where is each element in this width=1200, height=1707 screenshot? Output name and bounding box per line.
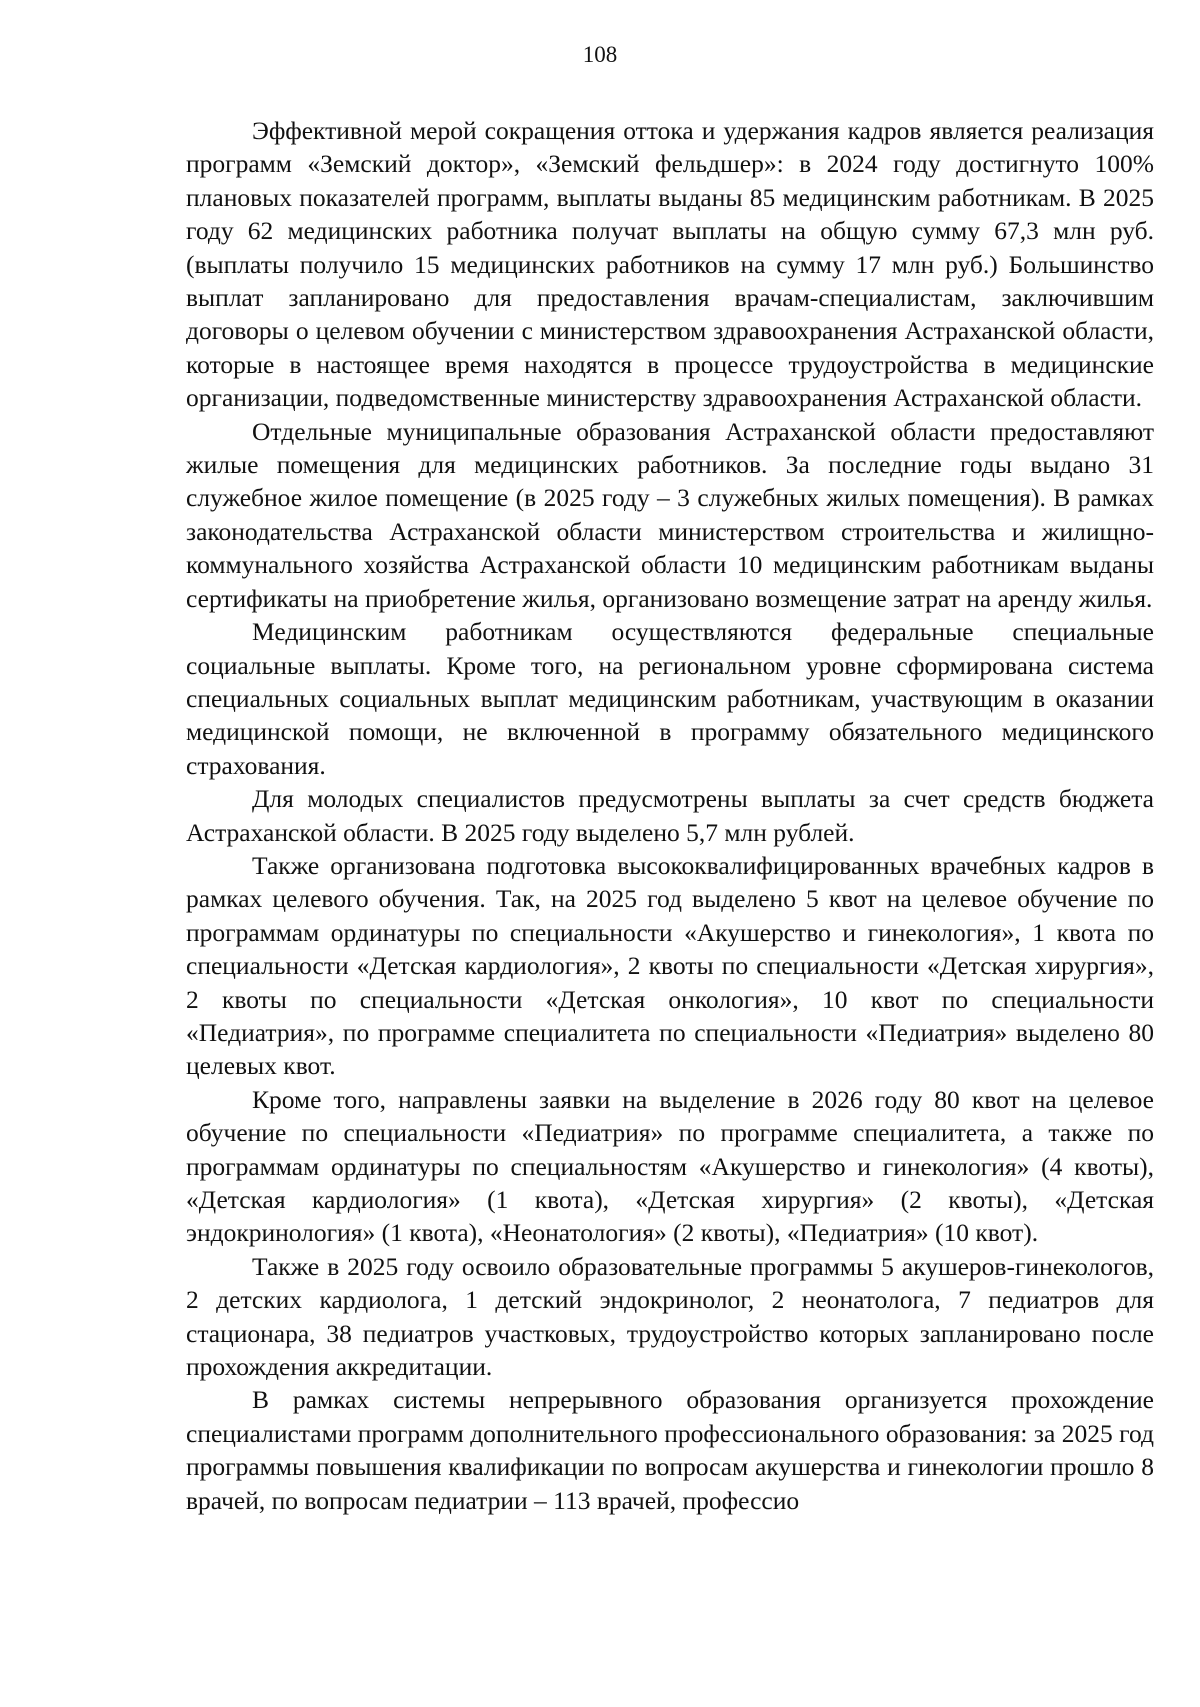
paragraph-quota-requests-2026: Кроме того, направлены заявки на выделение в 2026 году 80 квот на целевое обучение по специальности «Педиатрия» по программе специалитета, а также по программам ординатуры по специальностям «Акушерство и гинекология» (4 квоты), «Детская кардиология» (1 квота), «Детская хирургия» (2 квоты), «Детская эндокринология» (1 квота), «Неонатология» (2 квоты), «Педиатрия» (10 квот).	[186, 1084, 1154, 1248]
paragraph-completed-programs: Также в 2025 году освоило образовательные программы 5 акушеров-гинекологов, 2 детских кардиолога, 1 детский эндокринолог, 2 неонатолога, 7 педиатров для стационара, 38 педиатров участковых, трудоустройство которых запланировано после прохождения аккредитации.	[186, 1251, 1154, 1382]
page-number: 108	[582, 42, 618, 67]
paragraph-social-payments: Медицинским работникам осуществляются федеральные специальные социальные выплаты. Кроме того, на региональном уровне сформирована система специальных социальных выплат медицинским работникам, участвующим в оказании медицинской помощи, не включенной в программу обязательного медицинского страхования.	[186, 617, 1154, 780]
paragraph-young-specialists: Для молодых специалистов предусмотрены выплаты за счет средств бюджета Астраханской области. В 2025 году выделено 5,7 млн рублей.	[186, 784, 1154, 847]
document-body	[186, 114, 1154, 1517]
paragraph-continuing-education: В рамках системы непрерывного образования организуется прохождение специалистами программ дополнительного профессионального образования: за 2025 год программы повышения квалификации по вопросам акушерства и гинекологии прошло 8 врачей, по вопросам педиатрии – 113 врачей, профессио	[186, 1385, 1154, 1515]
paragraph-targeted-training-2025: Также организована подготовка высококвалифицированных врачебных кадров в рамках целевого обучения. Так, на 2025 год выделено 5 квот на целевое обучение по программам ординатуры по специальности «Акушерство и гинекология», 1 квота по специальности «Детская кардиология», 2 квоты по специальности «Детская хирургия», 2 квоты по специальности «Детская онкология», 10 квот по специальности «Педиатрия», по программе специалитета по специальности «Педиатрия» выделено 80 целевых квот.	[186, 850, 1154, 1081]
paragraph-zemsky-doctor: Эффективной мерой сокращения оттока и удержания кадров является реализация программ «Земский доктор», «Земский фельдшер»: в 2024 году достигнуто 100% плановых показателей программ, выплаты выданы 85 медицинским работникам. В 2025 году 62 медицинских работника получат выплаты на общую сумму 67,3 млн руб. (выплаты получило 15 медицинских работников на сумму 17 млн руб.) Большинство выплат запланировано для предоставления врачам-специалистам, заключившим договоры о целевом обучении с министерством здравоохранения Астраханской области, которые в настоящее время находятся в процессе трудоустройства в медицинские организации, подведомственные министерству здравоохранения Астраханской области.	[186, 116, 1154, 413]
paragraph-housing: Отдельные муниципальные образования Астраханской области предоставляют жилые помещения для медицинских работников. За последние годы выдано 31 служебное жилое помещение (в 2025 году – 3 служебных жилых помещения). В рамках законодательства Астраханской области министерством строительства и жилищно-коммунального хозяйства Астраханской области 10 медицинским работникам выданы сертификаты на приобретение жилья, организовано возмещение затрат на аренду жилья.	[186, 416, 1154, 613]
